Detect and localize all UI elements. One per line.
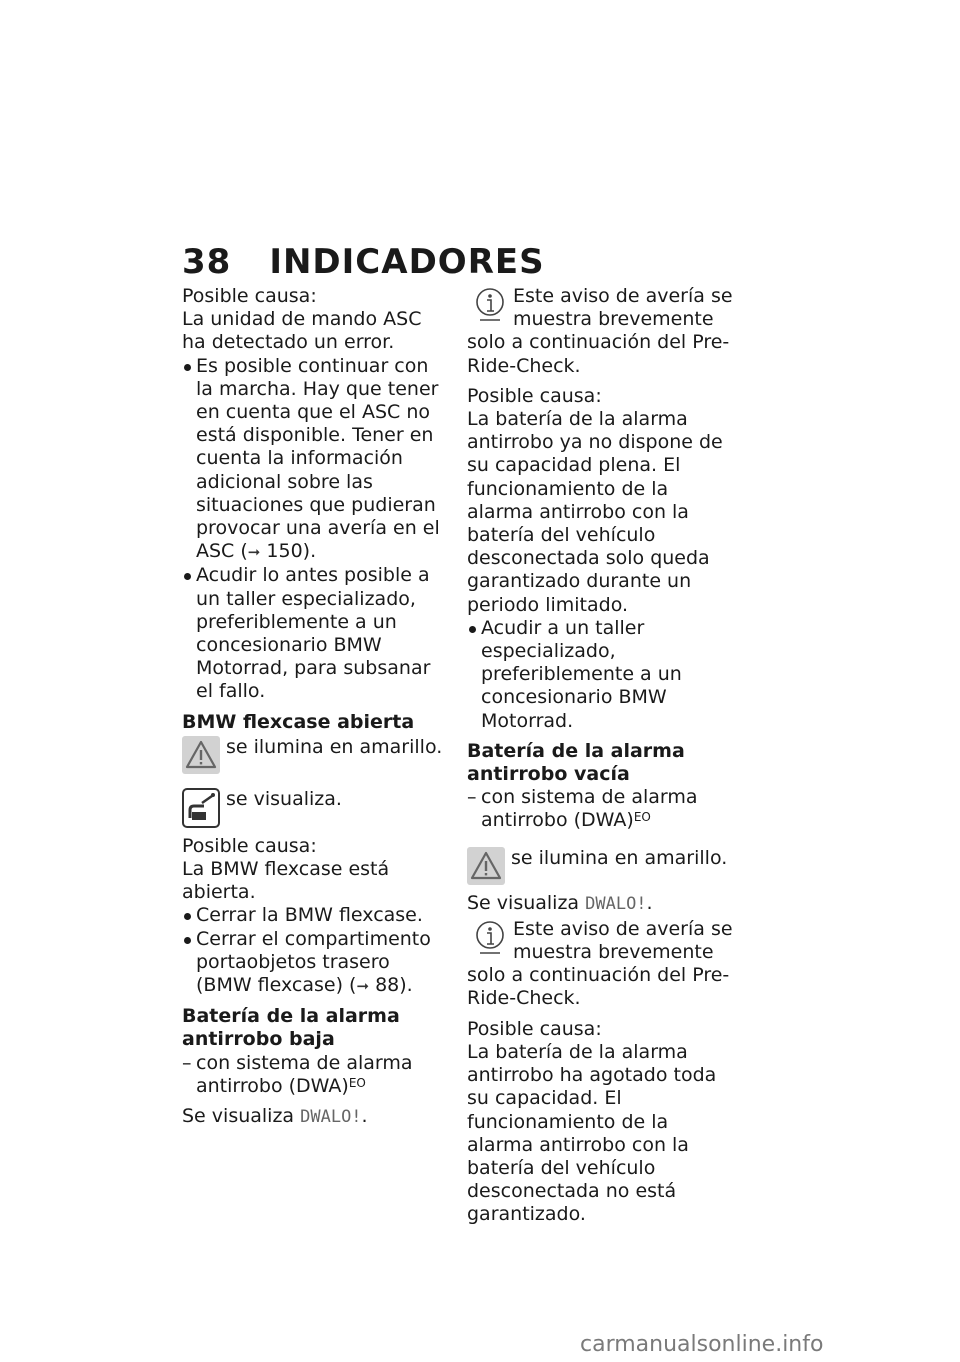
bullet-item: Cerrar la BMW flexcase. bbox=[182, 904, 448, 927]
equipment-note: – con sistema de alarma antirrobo (DWA)$^{EO}$ bbox=[182, 1052, 448, 1098]
right-column bbox=[467, 285, 737, 1227]
cause-label: Posible causa: bbox=[467, 1017, 602, 1040]
left-column bbox=[182, 285, 448, 1129]
indicator-text: se ilumina en amarillo. bbox=[511, 846, 728, 869]
cause-label: Posible causa: bbox=[182, 285, 317, 307]
bullet-item: Cerrar el compartimento portaobjetos trasero (BMW flexcase) (➞ 88). bbox=[182, 928, 448, 999]
cause-label: Posible causa: bbox=[467, 384, 602, 407]
page-reference[interactable]: 88 bbox=[375, 974, 400, 997]
display-text: Se visualiza DWALO!. bbox=[182, 1105, 368, 1128]
indicator-row bbox=[182, 736, 448, 774]
indicator-text: se visualiza. bbox=[226, 787, 342, 810]
indicator-row bbox=[182, 788, 448, 828]
info-note bbox=[467, 285, 737, 378]
cause-text: La unidad de mando ASC ha detectado un error. bbox=[182, 308, 422, 354]
bullet-item: Es posible continuar con la marcha. Hay que tener en cuenta que el ASC no está disponible. Tener en cuenta la información adicional sobre las situaciones que pudieran provocar una avería en el ASC (➞ 150). bbox=[182, 355, 448, 565]
page-reference[interactable]: 150 bbox=[266, 540, 303, 563]
indicator-row bbox=[467, 847, 737, 885]
cause-text: La batería de la alarma antirrobo ha agotado toda su capacidad. El funcionamiento de la alarma antirrobo con la batería del vehículo desconectada no está garantizado. bbox=[467, 1040, 717, 1226]
display-text: Se visualiza DWALO!. bbox=[467, 891, 653, 914]
info-note-text: Este aviso de avería se muestra brevemente solo a continuación del Pre-Ride-Check. bbox=[467, 285, 733, 377]
section-heading: Batería de la alarma antirrobo vacía bbox=[467, 739, 685, 786]
cause-label: Posible causa: bbox=[182, 834, 317, 857]
page-header bbox=[182, 242, 545, 282]
equipment-superscript: EO bbox=[348, 1075, 366, 1090]
flexcase-open-icon bbox=[182, 788, 220, 828]
display-code: DWALO! bbox=[585, 893, 647, 914]
cause-text: La BMW flexcase está abierta. bbox=[182, 858, 390, 904]
warning-triangle-icon bbox=[182, 736, 220, 774]
info-note bbox=[467, 918, 737, 1011]
info-icon bbox=[475, 920, 505, 958]
warning-triangle-icon bbox=[467, 847, 505, 885]
equipment-superscript: EO bbox=[633, 810, 651, 825]
info-icon bbox=[475, 287, 505, 325]
page-reference-arrow-icon: ➞ bbox=[247, 543, 261, 562]
bullet-item: Acudir a un taller especializado, preferiblemente a un concesionario BMW Motorrad. bbox=[467, 617, 737, 733]
cause-text: La batería de la alarma antirrobo ya no dispone de su capacidad plena. El funcionamiento de la alarma antirrobo con la batería del vehículo desconectada solo queda garantizado durante un periodo limitado. bbox=[467, 408, 723, 616]
section-heading: BMW flexcase abierta bbox=[182, 710, 415, 733]
watermark: carmanualsonline.info bbox=[580, 1332, 824, 1357]
section-heading: Batería de la alarma antirrobo baja bbox=[182, 1005, 400, 1051]
display-code: DWALO! bbox=[300, 1107, 362, 1128]
info-note-text: Este aviso de avería se muestra brevemente solo a continuación del Pre-Ride-Check. bbox=[467, 917, 733, 1010]
indicator-text: se ilumina en amarillo. bbox=[226, 735, 443, 758]
page-reference-arrow-icon: ➞ bbox=[356, 977, 370, 996]
bullet-item: Acudir lo antes posible a un taller especializado, preferiblemente a un concesionario BMW Motorrad, para subsanar el fallo. bbox=[182, 564, 448, 703]
page-title: INDICADORES bbox=[269, 242, 545, 282]
page-number: 38 bbox=[182, 242, 232, 282]
equipment-note: – con sistema de alarma antirrobo (DWA)$^{EO}$ bbox=[467, 786, 737, 832]
